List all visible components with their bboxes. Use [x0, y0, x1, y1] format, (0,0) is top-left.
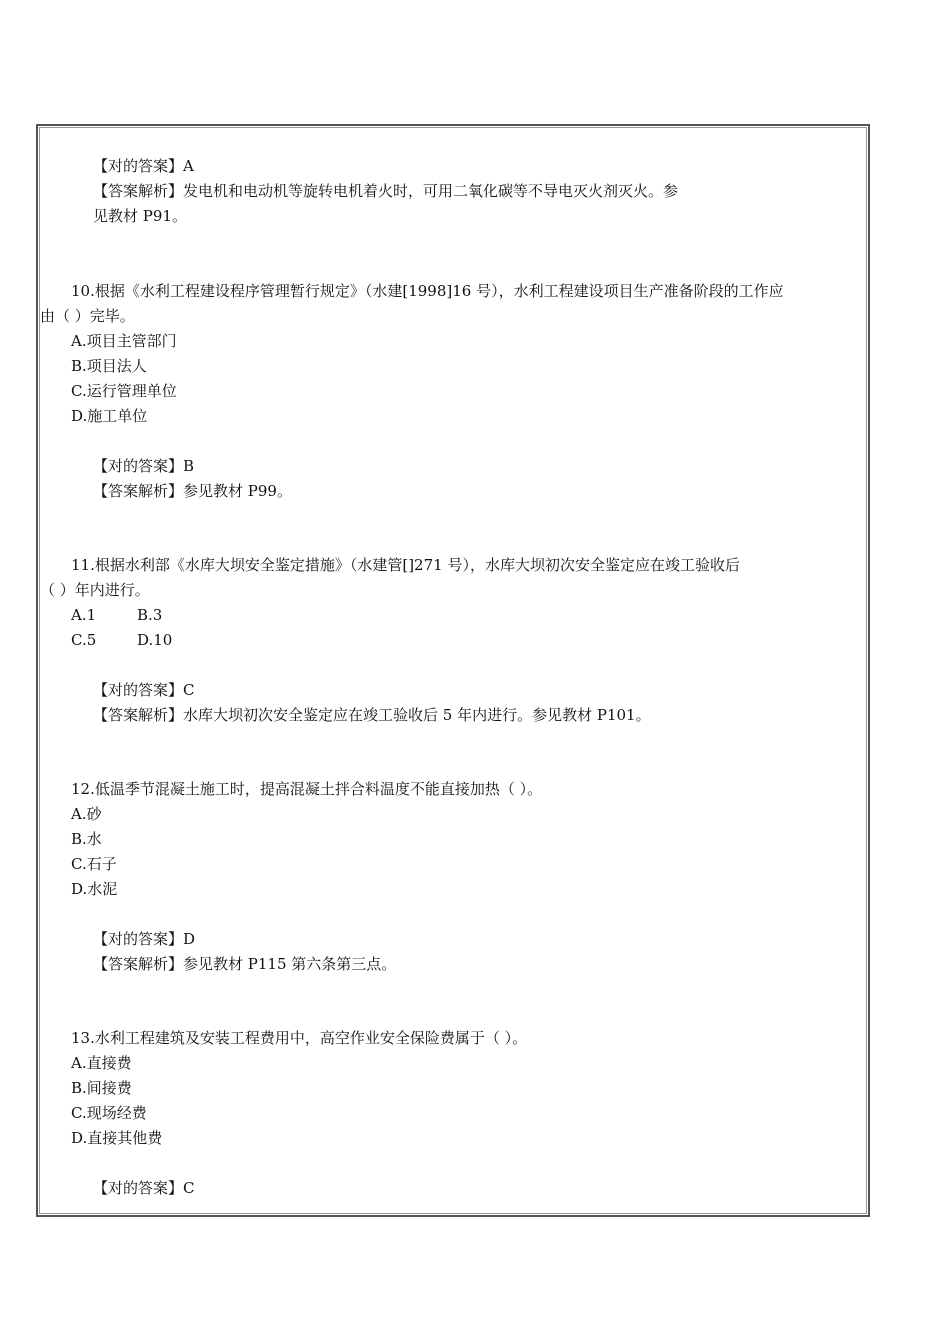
q11-option-a: A.1	[71, 606, 97, 624]
q13-option-c: C.现场经费	[71, 1104, 147, 1122]
q10-option-c: C.运行管理单位	[71, 382, 177, 400]
q11-stem-line1: 11.根据水利部《水库大坝安全鉴定措施》（水建管[]271 号），水库大坝初次安全鉴定应在竣工验收后	[71, 556, 740, 574]
q11-analysis: 【答案解析】水库大坝初次安全鉴定应在竣工验收后 5 年内进行。参见教材 P101。	[93, 706, 651, 724]
q10-stem-line1: 10.根据《水利工程建设程序管理暂行规定》（水建[1998]16 号），水利工程建设项目生产准备阶段的工作应	[71, 282, 784, 300]
q10-option-b: B.项目法人	[71, 357, 147, 375]
q10-analysis: 【答案解析】参见教材 P99。	[93, 482, 292, 500]
q13-answer: 【对的答案】C	[93, 1179, 195, 1197]
prev-analysis-line1: 【答案解析】发电机和电动机等旋转电机着火时，可用二氧化碳等不导电灭火剂灭火。参	[93, 182, 679, 200]
q11-stem-line2: （ ）年内进行。	[40, 581, 150, 599]
q11-option-c: C.5	[71, 631, 97, 649]
q12-option-b: B.水	[71, 830, 102, 848]
q10-stem-line2: 由（ ）完毕。	[40, 307, 135, 325]
prev-answer: 【对的答案】A	[93, 157, 194, 175]
prev-analysis-line2: 见教材 P91。	[93, 207, 187, 225]
q12-analysis: 【答案解析】参见教材 P115 第六条第三点。	[93, 955, 397, 973]
q12-answer: 【对的答案】D	[93, 930, 196, 948]
q10-option-d: D.施工单位	[71, 407, 148, 425]
q11-answer: 【对的答案】C	[93, 681, 195, 699]
q10-answer: 【对的答案】B	[93, 457, 195, 475]
q12-option-c: C.石子	[71, 855, 117, 873]
q12-option-d: D.水泥	[71, 880, 118, 898]
q12-option-a: A.砂	[71, 805, 102, 823]
q13-option-a: A.直接费	[71, 1054, 132, 1072]
q11-option-b: B.3	[137, 606, 163, 624]
q10-option-a: A.项目主管部门	[71, 332, 177, 350]
q12-stem: 12.低温季节混凝土施工时，提高混凝土拌合料温度不能直接加热（ ）。	[71, 780, 543, 798]
q13-option-b: B.间接费	[71, 1079, 132, 1097]
q13-stem: 13.水利工程建筑及安装工程费用中，高空作业安全保险费属于（ ）。	[71, 1029, 528, 1047]
q13-option-d: D.直接其他费	[71, 1129, 163, 1147]
q11-option-d: D.10	[137, 631, 173, 649]
